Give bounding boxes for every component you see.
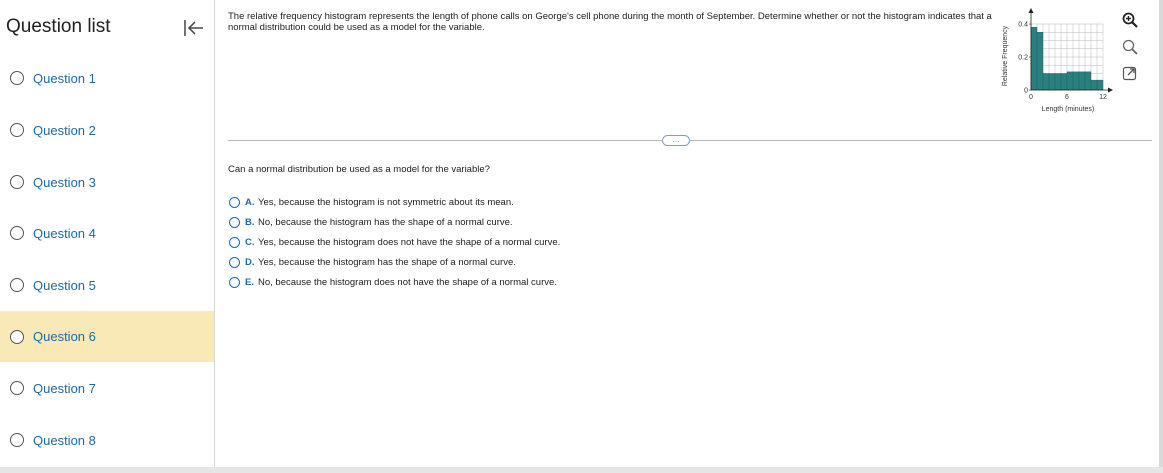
answer-choice-c[interactable] [229, 235, 560, 249]
histogram-bar [1085, 72, 1091, 90]
question-label: Question 1 [33, 70, 96, 86]
scrollbar-track[interactable] [1159, 0, 1163, 467]
question-list-item-1[interactable] [0, 53, 214, 103]
collapse-sidebar-button[interactable] [183, 18, 205, 38]
histogram-bar [1043, 74, 1049, 91]
question-label: Question 8 [33, 432, 96, 448]
sidebar-title: Question list [6, 16, 111, 37]
histogram-bar [1031, 27, 1037, 90]
histogram-bar [1097, 80, 1103, 90]
histogram-bar [1061, 74, 1067, 91]
question-status-icon [10, 226, 24, 240]
radio-icon[interactable] [229, 277, 240, 288]
y-tick-labels [1018, 22, 1028, 95]
question-list-item-2[interactable] [0, 105, 214, 155]
question-prompt: The relative frequency histogram represents the length of phone calls on George's cell phone during the month of September. Determine whether or not the histogram indicates that a normal distribution could be used as a model for the variable. [228, 11, 992, 33]
x-axis-label: Length (minutes) [1041, 106, 1095, 113]
question-list-sidebar [0, 0, 215, 467]
radio-icon[interactable] [229, 217, 240, 228]
question-list-item-8[interactable] [0, 415, 214, 465]
x-axis-arrow [1108, 88, 1113, 93]
y-axis-label: Relative Frequency [1002, 25, 1009, 87]
question-text: Can a normal distribution be used as a model for the variable? [228, 164, 490, 175]
answer-choice-b[interactable] [229, 215, 513, 229]
question-list-item-5[interactable] [0, 260, 214, 310]
choice-text: No, because the histogram has the shape of a normal curve. [258, 216, 513, 228]
x-tick-labels [1029, 94, 1107, 101]
choice-letter: E. [245, 276, 254, 288]
zoom-in-button[interactable] [1121, 11, 1139, 29]
question-label: Question 6 [33, 329, 96, 344]
y-tick-label: 0 [1024, 87, 1028, 95]
y-axis-arrow [1029, 8, 1034, 13]
question-list-item-4[interactable] [0, 208, 214, 258]
answer-choice-a[interactable] [229, 195, 514, 209]
choice-text: Yes, because the histogram does not have the shape of a normal curve. [258, 236, 561, 248]
popout-icon [1121, 64, 1139, 82]
histogram-bar [1037, 32, 1043, 90]
choice-letter: D. [245, 256, 255, 268]
x-tick-label: 12 [1099, 94, 1107, 101]
radio-icon[interactable] [229, 257, 240, 268]
histogram-bar [1073, 72, 1079, 90]
radio-icon[interactable] [229, 237, 240, 248]
question-label: Question 4 [33, 225, 96, 241]
question-status-icon [10, 71, 24, 85]
answer-choice-e[interactable] [229, 275, 557, 289]
question-status-icon [10, 123, 24, 137]
relative-frequency-histogram [1000, 4, 1115, 116]
question-status-icon [10, 278, 24, 292]
popout-button[interactable] [1121, 64, 1139, 82]
zoom-in-icon [1121, 11, 1139, 29]
radio-icon[interactable] [229, 197, 240, 208]
x-tick-label: 6 [1065, 94, 1069, 101]
histogram-bar [1055, 74, 1061, 91]
section-divider [228, 140, 1152, 141]
histogram-bar [1049, 74, 1055, 91]
choice-letter: B. [245, 216, 255, 228]
expand-more-button[interactable]: … [662, 135, 690, 146]
question-label: Question 3 [33, 174, 96, 190]
choice-letter: A. [245, 196, 255, 208]
zoom-out-button[interactable] [1121, 38, 1139, 56]
sidebar-header [0, 0, 215, 52]
question-list-item-7[interactable] [0, 363, 214, 413]
y-tick-label: 0.2 [1018, 54, 1028, 62]
histogram-bar [1091, 80, 1097, 90]
question-label: Question 7 [33, 380, 96, 396]
x-tick-label: 0 [1029, 94, 1033, 101]
y-tick-label: 0.4 [1018, 21, 1028, 29]
choice-text: No, because the histogram does not have the shape of a normal curve. [258, 276, 557, 288]
question-label: Question 5 [33, 277, 96, 293]
histogram-bar [1067, 72, 1073, 90]
question-list-item-3[interactable] [0, 157, 214, 207]
question-status-icon [10, 330, 24, 344]
zoom-out-icon [1121, 38, 1139, 56]
histogram-bar [1079, 72, 1085, 90]
choice-text: Yes, because the histogram has the shape of a normal curve. [258, 256, 516, 268]
question-list-item-6[interactable] [0, 311, 214, 362]
choice-text: Yes, because the histogram is not symmetric about its mean. [258, 196, 514, 208]
question-status-icon [10, 381, 24, 395]
question-status-icon [10, 433, 24, 447]
question-label: Question 2 [33, 122, 96, 138]
choice-letter: C. [245, 236, 255, 248]
collapse-left-icon [183, 18, 205, 38]
bottom-bar [0, 467, 1163, 473]
question-status-icon [10, 175, 24, 189]
answer-choice-d[interactable] [229, 255, 516, 269]
